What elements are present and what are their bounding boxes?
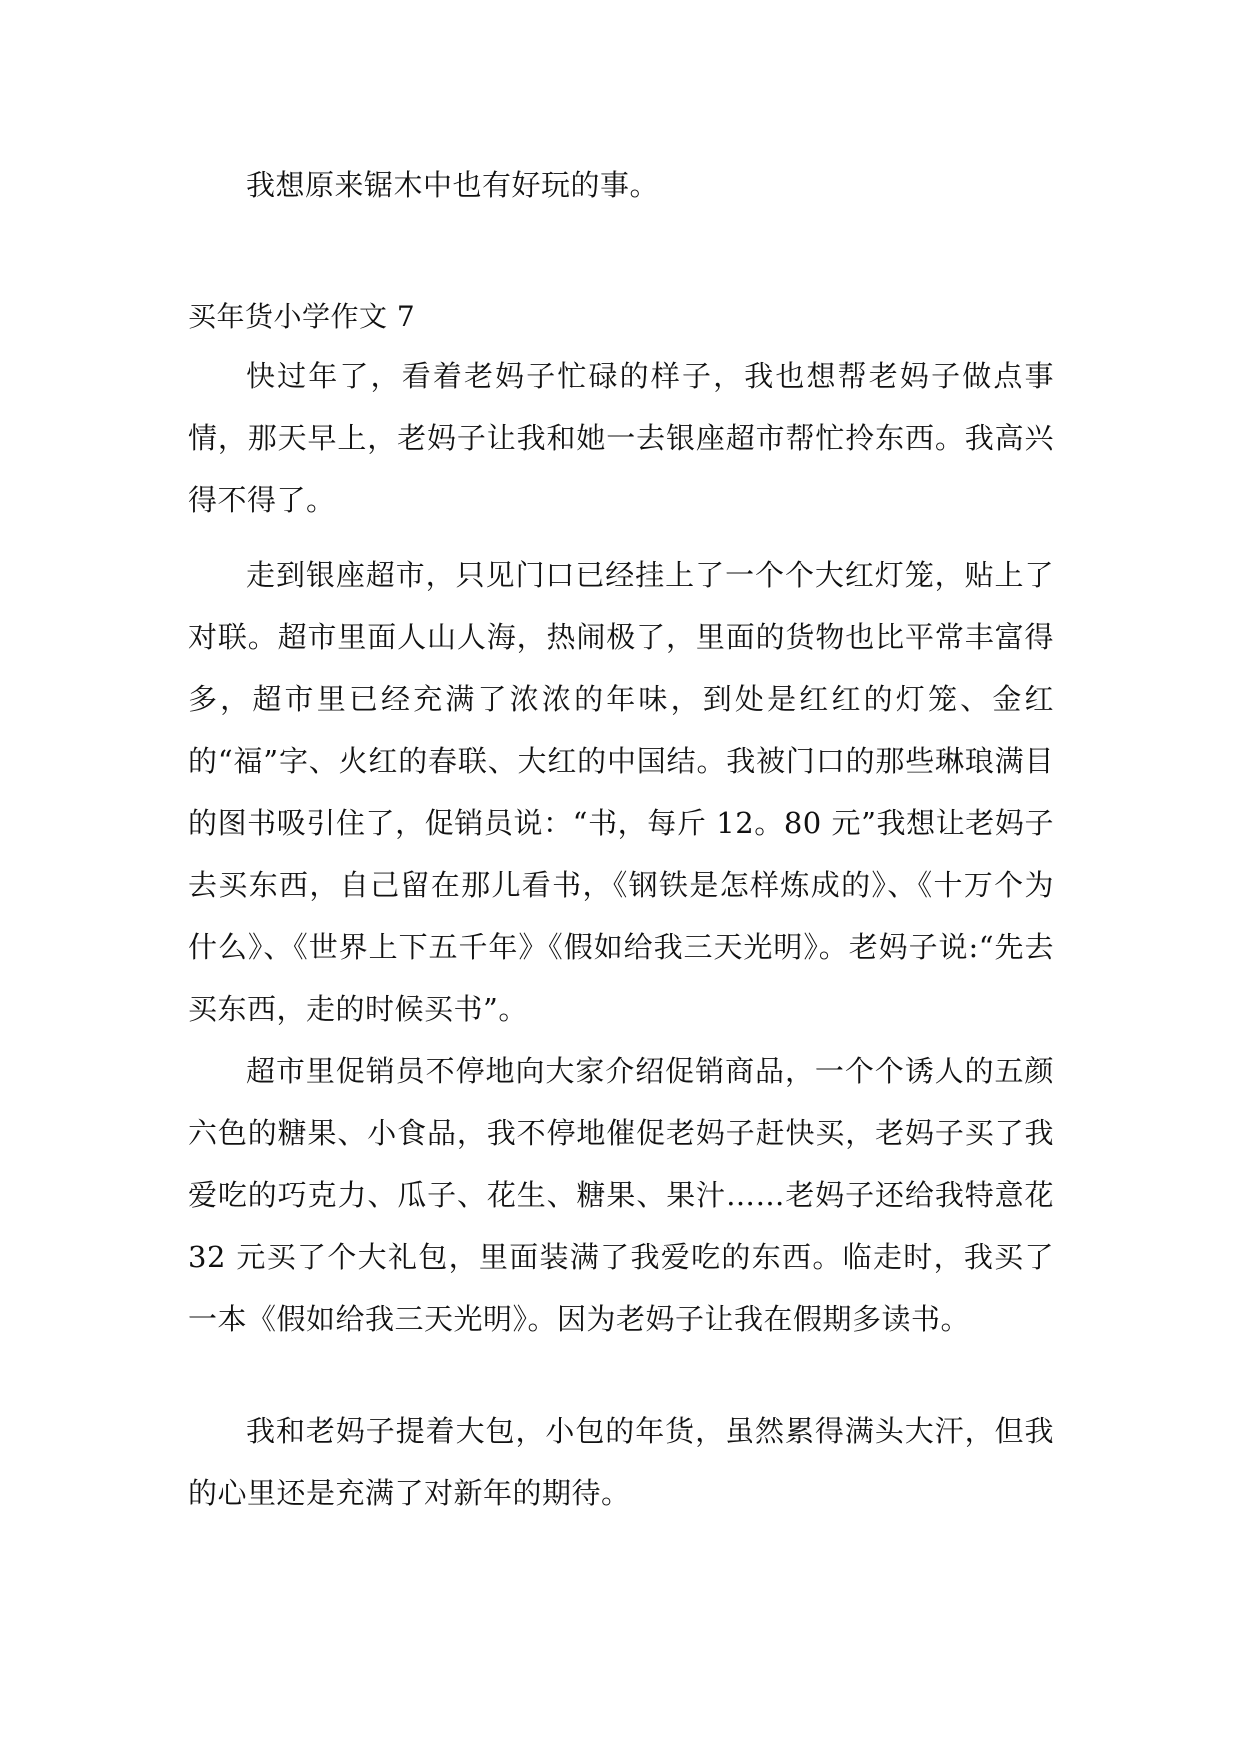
- section-title: 买年货小学作文 7: [188, 300, 416, 333]
- intro-closing-paragraph: 我想原来锯木中也有好玩的事。: [246, 168, 660, 202]
- body-paragraph-2: 走到银座超市，只见门口已经挂上了一个个大红灯笼，贴上了对联。超市里面人山人海，热闹极了，里面的货物也比平常丰富得多，超市里已经充满了浓浓的年味，到处是红红的灯笼、金红的“福”字、火红的春联、大红的中国结。我被门口的那些琳琅满目的图书吸引住了，促销员说：“书，每斤 12。80 元”我想让老妈子去买东西，自己留在那儿看书，《钢铁是怎样炼成的》、《十万个为什么》、《世界上下五千年》《假如给我三天光明》。老妈子说:“先去买东西，走的时候买书”。: [188, 558, 1054, 1026]
- body-paragraph-1: 快过年了，看着老妈子忙碌的样子，我也想帮老妈子做点事情，那天早上，老妈子让我和她一去银座超市帮忙拎东西。我高兴得不得了。: [188, 359, 1054, 517]
- body-paragraph-4: 我和老妈子提着大包，小包的年货，虽然累得满头大汗，但我的心里还是充满了对新年的期待。: [188, 1414, 1054, 1510]
- body-paragraph-3: 超市里促销员不停地向大家介绍促销商品，一个个诱人的五颜六色的糖果、小食品，我不停地催促老妈子赶快买，老妈子买了我爱吃的巧克力、瓜子、花生、糖果、果汁……老妈子还给我特意花 32 元买了个大礼包，里面装满了我爱吃的东西。临走时，我买了一本《假如给我三天光明》。因为老妈子让我在假期多读书。: [188, 1054, 1054, 1336]
